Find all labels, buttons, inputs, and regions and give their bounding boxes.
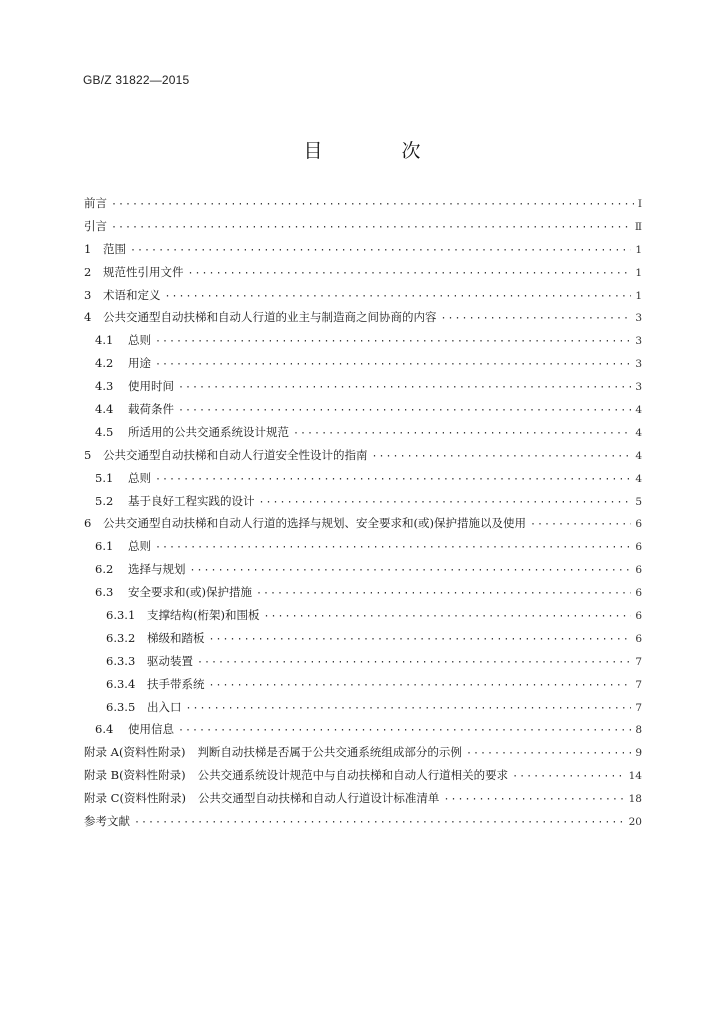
toc-entry-number: 5.2 — [95, 493, 114, 508]
toc-entry-title: 公共交通型自动扶梯和自动人行道安全性设计的指南 — [103, 447, 368, 462]
toc-entry-title: 前言 — [84, 196, 107, 210]
toc-entry-title: 安全要求和(或)保护措施 — [128, 585, 252, 600]
toc-entry-number: 6.1 — [95, 539, 114, 554]
toc-entry-label — [84, 241, 126, 257]
toc-entry-label — [84, 813, 130, 829]
toc-entry-label — [95, 424, 289, 440]
toc-entry[interactable] — [84, 447, 642, 470]
toc-dot-leader — [293, 428, 631, 439]
toc-entry[interactable] — [84, 744, 642, 767]
toc-entry-label — [95, 721, 174, 737]
toc-entry[interactable] — [84, 813, 642, 836]
toc-dot-leader — [134, 817, 625, 828]
toc-dot-leader — [443, 794, 624, 805]
toc-dot-leader — [512, 771, 625, 782]
toc-dot-leader — [441, 313, 632, 324]
toc-entry[interactable] — [84, 676, 642, 699]
toc-entry-label — [84, 218, 107, 234]
toc-entry[interactable] — [84, 241, 642, 264]
toc-entry[interactable] — [84, 538, 642, 561]
toc-entry-label — [84, 744, 462, 760]
toc-entry-number: 2 — [84, 264, 92, 279]
toc-entry[interactable] — [84, 721, 642, 744]
toc-entry-label — [84, 195, 107, 211]
toc-entry-label — [84, 447, 368, 463]
toc-entry-number: 6.3.5 — [106, 699, 136, 714]
toc-entry[interactable] — [84, 401, 642, 424]
toc-entry-title: 总则 — [128, 470, 151, 485]
toc-dot-leader — [209, 634, 632, 645]
toc-entry-number: 附录 C(资料性附录) — [84, 791, 186, 806]
toc-page-number: 6 — [635, 632, 642, 645]
toc-entry-label — [84, 309, 437, 325]
toc-page-number: 6 — [635, 587, 642, 600]
toc-dot-leader — [155, 336, 631, 347]
toc-entry-title: 引言 — [84, 218, 107, 233]
toc-dot-leader — [178, 382, 631, 393]
toc-entry-number: 6.3.2 — [106, 630, 136, 645]
toc-dot-leader — [263, 611, 631, 622]
toc-page-number: 3 — [635, 335, 642, 348]
toc-entry[interactable] — [84, 584, 642, 607]
toc-entry-title: 扶手带系统 — [147, 676, 205, 691]
toc-entry-label — [95, 561, 186, 577]
toc-entry[interactable] — [84, 561, 642, 584]
toc-entry-label — [106, 607, 259, 623]
toc-entry[interactable] — [84, 790, 642, 813]
toc-entry[interactable] — [84, 218, 642, 241]
toc-dot-leader — [190, 565, 632, 576]
toc-entry-label — [95, 378, 174, 394]
toc-dot-leader — [155, 359, 631, 370]
toc-page-number: 4 — [635, 426, 642, 439]
toc-dot-leader — [197, 657, 631, 668]
toc-page-number: 6 — [635, 541, 642, 554]
toc-entry-title: 基于良好工程实践的设计 — [128, 493, 255, 508]
toc-entry-label — [95, 401, 174, 417]
toc-entry-number: 6.3.4 — [106, 676, 136, 691]
toc-page-number: 3 — [635, 358, 642, 371]
toc-entry[interactable] — [84, 493, 642, 516]
toc-entry-label — [84, 790, 439, 806]
toc-entry-number: 4.5 — [95, 424, 114, 439]
toc-entry-title: 判断自动扶梯是否属于公共交通系统组成部分的示例 — [197, 745, 462, 760]
toc-page-number: 1 — [635, 266, 642, 279]
toc-entry-number: 附录 A(资料性附录) — [84, 745, 186, 760]
toc-entry[interactable] — [84, 264, 642, 287]
toc-page-number: 8 — [635, 724, 642, 737]
toc-dot-leader — [130, 245, 631, 256]
toc-entry-title: 选择与规划 — [128, 562, 186, 577]
toc-entry[interactable] — [84, 470, 642, 493]
toc-entry[interactable] — [84, 630, 642, 653]
toc-dot-leader — [178, 405, 631, 416]
toc-entry-title: 公共交通系统设计规范中与自动扶梯和自动人行道相关的要求 — [197, 768, 509, 783]
toc-page-number: 6 — [635, 564, 642, 577]
toc-entry-title: 公共交通型自动扶梯和自动人行道的选择与规划、安全要求和(或)保护措施以及使用 — [103, 516, 526, 531]
toc-dot-leader — [372, 451, 632, 462]
page-title: 目 次 — [303, 140, 451, 162]
toc-entry-number: 4.3 — [95, 379, 114, 394]
toc-entry-title: 梯级和踏板 — [147, 630, 205, 645]
toc-entry-number: 4 — [84, 310, 92, 325]
toc-dot-leader — [530, 519, 631, 530]
table-of-contents — [84, 195, 642, 836]
toc-entry-number: 6.2 — [95, 562, 114, 577]
toc-entry-title: 所适用的公共交通系统设计规范 — [128, 424, 289, 439]
toc-entry-number: 3 — [84, 287, 92, 302]
toc-entry[interactable] — [84, 332, 642, 355]
toc-page-number: 7 — [635, 678, 642, 691]
toc-entry-title: 范围 — [103, 241, 126, 256]
toc-page-number: Ⅰ — [637, 198, 642, 210]
document-code: GB/Z 31822—2015 — [83, 73, 190, 87]
toc-entry-label — [95, 493, 255, 509]
toc-entry-title: 总则 — [128, 333, 151, 348]
toc-page-number: 14 — [628, 770, 642, 783]
toc-dot-leader — [209, 680, 632, 691]
toc-entry-number: 6.3 — [95, 585, 114, 600]
toc-dot-leader — [466, 748, 631, 759]
toc-dot-leader — [186, 703, 632, 714]
toc-entry-title: 载荷条件 — [128, 402, 174, 417]
toc-entry-number: 6.3.3 — [106, 653, 136, 668]
toc-entry-label — [84, 264, 184, 280]
toc-entry-label — [106, 699, 182, 715]
toc-entry-number: 4.1 — [95, 333, 114, 348]
toc-entry-title: 公共交通型自动扶梯和自动人行道的业主与制造商之间协商的内容 — [103, 310, 437, 325]
toc-entry[interactable] — [84, 699, 642, 722]
toc-page-number: 9 — [635, 747, 642, 760]
toc-entry-label — [84, 287, 161, 303]
toc-entry[interactable] — [84, 309, 642, 332]
toc-page-number: 6 — [635, 518, 642, 531]
toc-entry-number: 5 — [84, 447, 92, 462]
toc-entry-title: 参考文献 — [84, 814, 130, 829]
toc-entry-label — [84, 767, 508, 783]
toc-entry-label — [84, 515, 526, 531]
toc-page-number: 18 — [628, 793, 642, 806]
toc-entry-number: 6.4 — [95, 722, 114, 737]
toc-entry[interactable] — [84, 653, 642, 676]
toc-page-number: 5 — [635, 495, 642, 508]
toc-entry-label — [95, 355, 151, 371]
toc-entry-title: 驱动装置 — [147, 653, 193, 668]
toc-entry-title: 规范性引用文件 — [103, 264, 184, 279]
toc-dot-leader — [188, 268, 632, 279]
toc-entry[interactable] — [84, 378, 642, 401]
toc-entry-number: 4.2 — [95, 356, 114, 371]
toc-entry-label — [95, 584, 252, 600]
toc-page-number: 4 — [635, 449, 642, 462]
toc-entry-title: 术语和定义 — [103, 287, 161, 302]
toc-dot-leader — [111, 199, 634, 210]
toc-entry-label — [95, 538, 151, 554]
toc-page-number: 6 — [635, 610, 642, 623]
toc-dot-leader — [111, 222, 631, 233]
toc-page-number: 4 — [635, 404, 642, 417]
toc-entry[interactable] — [84, 424, 642, 447]
toc-entry-title: 用途 — [128, 356, 151, 371]
toc-dot-leader — [178, 725, 631, 736]
toc-entry-title: 公共交通型自动扶梯和自动人行道设计标准清单 — [197, 791, 440, 806]
toc-dot-leader — [256, 588, 631, 599]
toc-page-number: 20 — [628, 816, 642, 829]
toc-entry[interactable] — [84, 355, 642, 378]
toc-entry-title: 使用时间 — [128, 379, 174, 394]
toc-page-number: 1 — [635, 289, 642, 302]
toc-dot-leader — [155, 542, 631, 553]
toc-entry-title: 总则 — [128, 539, 151, 554]
toc-entry[interactable] — [84, 607, 642, 630]
toc-page-number: Ⅱ — [634, 220, 642, 233]
toc-page-number: 7 — [635, 655, 642, 668]
toc-page-number: 4 — [635, 472, 642, 485]
toc-entry-number: 4.4 — [95, 402, 114, 417]
toc-entry[interactable] — [84, 287, 642, 310]
toc-entry-number: 6.3.1 — [106, 608, 136, 623]
toc-entry-title: 支撑结构(桁架)和围板 — [147, 608, 260, 623]
toc-dot-leader — [259, 497, 632, 508]
toc-entry-label — [95, 470, 151, 486]
toc-page-number: 1 — [635, 243, 642, 256]
toc-entry-number: 1 — [84, 241, 92, 256]
toc-entry-number: 5.1 — [95, 470, 114, 485]
toc-dot-leader — [155, 474, 631, 485]
toc-page-number: 3 — [635, 312, 642, 325]
toc-entry-label — [95, 332, 151, 348]
toc-page-number: 3 — [635, 381, 642, 394]
toc-page-number: 7 — [635, 701, 642, 714]
toc-entry[interactable] — [84, 767, 642, 790]
toc-entry-title: 使用信息 — [128, 722, 174, 737]
toc-entry-number: 附录 B(资料性附录) — [84, 768, 186, 783]
toc-dot-leader — [165, 291, 632, 302]
toc-entry[interactable] — [84, 515, 642, 538]
toc-entry-label — [106, 653, 193, 669]
toc-entry-label — [106, 676, 205, 692]
toc-entry-number: 6 — [84, 516, 92, 531]
toc-entry-title: 出入口 — [147, 699, 182, 714]
toc-entry[interactable] — [84, 195, 642, 218]
toc-entry-label — [106, 630, 205, 646]
